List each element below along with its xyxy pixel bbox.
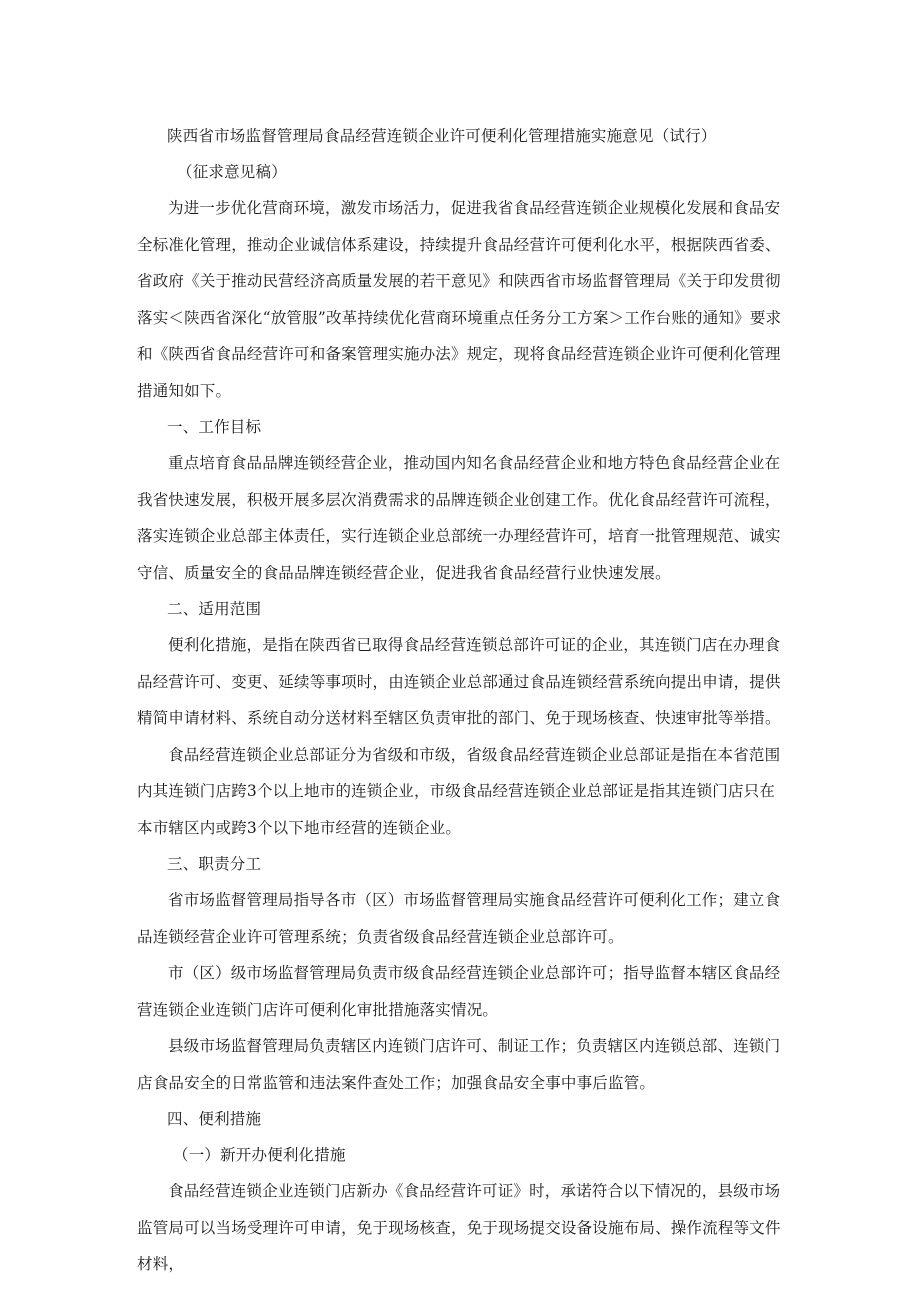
- document-title: 陕西省市场监督管理局食品经营连锁企业许可便利化管理措施实施意见（试行）: [167, 127, 717, 145]
- section-heading-duties: 三、职责分工: [167, 855, 262, 873]
- measures-paragraph-1: 食品经营连锁企业连锁门店新办《食品经营许可证》时，承诺符合以下情况的，县级市场监管局可以当场受理许可申请，免于现场核查，免于现场提交设备设施布局、操作流程等文件材料，: [137, 1182, 781, 1273]
- duties-paragraph-1: 省市场监督管理局指导各市（区）市场监督管理局实施食品经营许可便利化工作；建立食品连锁经营企业许可管理系统；负责省级食品经营连锁企业总部许可。: [137, 891, 781, 946]
- document-subtitle: （征求意见稿）: [177, 163, 287, 181]
- duties-paragraph-3: 县级市场监督管理局负责辖区内连锁门店许可、制证工作；负责辖区内连锁总部、连锁门店食品安全的日常监管和违法案件查处工作；加强食品安全事中事后监管。: [137, 1037, 781, 1092]
- scope-paragraph-1: 便利化措施，是指在陕西省已取得食品经营连锁总部许可证的企业，其连锁门店在办理食品经营许可、变更、延续等事项时，由连锁企业总部通过食品连锁经营系统向提出申请，提供精简申请材料、系统自动分送材料至辖区负责审批的部门、免于现场核查、快速审批等举措。: [137, 636, 781, 727]
- section-heading-goals: 一、工作目标: [167, 418, 262, 436]
- section-heading-measures: 四、便利措施: [167, 1110, 262, 1128]
- duties-paragraph-2: 市（区）级市场监督管理局负责市级食品经营连锁企业总部许可；指导监督本辖区食品经营连锁企业连锁门店许可便利化审批措施落实情况。: [137, 964, 781, 1019]
- scope-paragraph-2: 食品经营连锁企业总部证分为省级和市级，省级食品经营连锁企业总部证是指在本省范围内其连锁门店跨3个以上地市的连锁企业，市级食品经营连锁企业总部证是指其连锁门店只在本市辖区内或跨3个以下地市经营的连锁企业。: [137, 745, 781, 837]
- intro-paragraph: 为进一步优化营商环境，激发市场活力，促进我省食品经营连锁企业规模化发展和食品安全标准化管理，推动企业诚信体系建设，持续提升食品经营许可便利化水平，根据陕西省委、省政府《关于推动民营经济高质量发展的若干意见》和陕西省市场监督管理局《关于印发贯彻落实＜陕西省深化“放管服”改革持续优化营商环境重点任务分工方案＞工作台账的通知》要求和《陕西省食品经营许可和备案管理实施办法》规定，现将食品经营连锁企业许可便利化管理措通知如下。: [137, 199, 782, 400]
- goals-paragraph: 重点培育食品品牌连锁经营企业，推动国内知名食品经营企业和地方特色食品经营企业在我省快速发展，积极开展多层次消费需求的品牌连锁企业创建工作。优化食品经营许可流程，落实连锁企业总部主体责任，实行连锁企业总部统一办理经营许可，培育一批管理规范、诚实守信、质量安全的食品品牌连锁经营企业，促进我省食品经营行业快速发展。: [137, 454, 781, 582]
- subsection-heading-new-business: （一）新开办便利化措施: [173, 1146, 346, 1164]
- section-heading-scope: 二、适用范围: [167, 600, 262, 618]
